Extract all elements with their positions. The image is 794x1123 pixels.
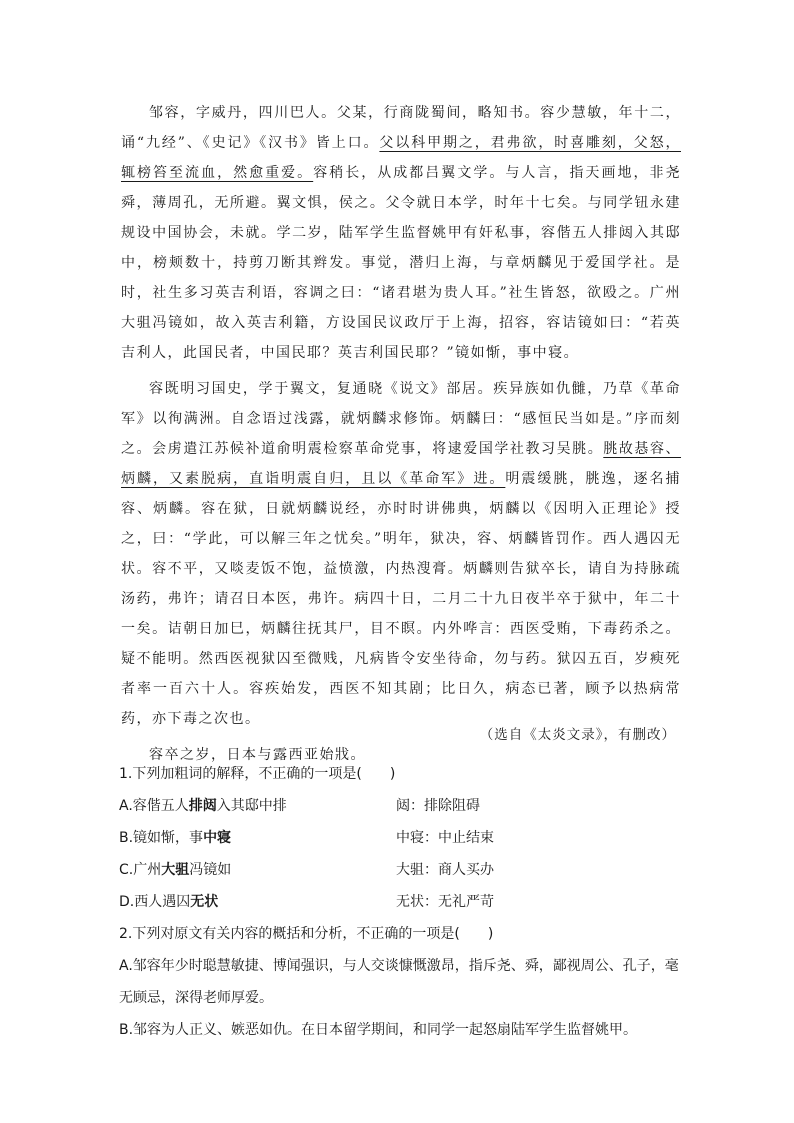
question-1-stem: 1.下列加粗词的解释，不正确的一项是( ) [119, 766, 396, 782]
option-bold-word: 无状 [190, 894, 219, 910]
passage-text: 容稍长，从成都吕翼文学。与人言，指天画地，非尧舜，薄周孔，无所避。翼文惧，侯之。父令就日本学，时年十七矣。与同学钮永建规设中国协会，未就。学二岁，陆军学生监督姚甲有奸私事，容偕五人排闼入其邸中，榜颊数十，持剪刀断其辫发。事觉，潜归上海，与章炳麟见于爱国学社。是时，社生多习英吉利语，容调之曰：“诸君堪为贵人耳。”社生皆怒，欲殴之。广州大驵冯镜如，故入英吉利籍，方设国民议政厅于上海，招容，容诘镜如曰：“若英吉利人，此国民者，中国民耶？英吉利国民耶？”镜如惭，事中寝。 [121, 165, 682, 361]
passage-paragraph-3: 容卒之岁，日本与露西亚始戕。 [149, 747, 366, 763]
option-text: 冯镜如 [189, 862, 232, 878]
option-gloss: 无状：无礼严苛 [396, 894, 494, 910]
option-text: B.镜如惭，事 [119, 830, 204, 846]
option-text: C.广州 [119, 862, 162, 878]
underlined-sentence-2: 朓故惎容、炳麟，又素脱病，直诣明震自归，且以《革命军》进。 [121, 441, 682, 487]
option-bold-word: 排闼 [188, 798, 217, 814]
passage [121, 98, 681, 770]
underlined-sentence-1: 父以科甲期之，君弗欲，时喜雕刻，父怒，辄榜笞至流血，然愈重爱。 [121, 135, 681, 181]
question-1-option-c [119, 854, 689, 886]
source-citation: （选自《太炎文录》，有删改） [479, 727, 676, 743]
passage-text: 明震缓朓，朓逸，逐名捕容、炳麟。容在狱，日就炳麟说经，亦时时讲佛典，炳麟以《因明入正理论》授之，曰：“学此，可以解三年之忧矣。”明年，狱决，容、炳麟皆罚作。西人遇囚无状。容不平，又啖麦饭不饱，益愤激，内热溲膏。炳麟则告狱卒长，请自为持脉疏汤药，弗许；请召日本医，弗许。病四十日，二月二十九日夜半卒于狱中，年二十一矣。诘朝日加巳，炳麟往抚其尸，目不瞑。内外哗言：西医受贿，下毒药杀之。疑不能明。然西医视狱囚至微贱，凡病皆令安坐待命，勿与药。狱囚五百，岁瘐死者率一百六十人。容疾始发，西医不知其剧；比日久，病态已著，顾予以热病常药，亦下毒之次也。 [121, 471, 682, 727]
option-text: A.容偕五人 [119, 798, 189, 814]
option-bold-word: 大驵 [161, 862, 190, 878]
option-text: 入其邸中排 [216, 798, 287, 814]
option-gloss: 大驵：商人买办 [396, 862, 494, 878]
passage-paragraph-1 [121, 98, 681, 368]
passage-text: 邹容，字威丹，四川巴人。父某，行商陇蜀间，略知书。容少慧敏，年十二，诵“九经”、《史记》《汉书》皆上口。 [121, 105, 681, 151]
option-gloss: 闼：排除阻碍 [396, 798, 480, 814]
question-2-option-b: B.邹容为人正义、嫉恶如仇。在日本留学期间，和同学一起怒扇陆军学生监督姚甲。 [119, 1022, 638, 1038]
question-1-option-a [119, 790, 689, 822]
questions [119, 758, 689, 1046]
passage-paragraph-2 [121, 374, 681, 734]
passage-text: 容既明习国史，学于翼文，复通晓《说文》部居。疾异族如仇雠，乃草《革命军》以徇满洲。自念语过浅露，就炳麟求修饰。炳麟曰：“感恒民当如是。”序而刻之。会虏遣江苏候补道俞明震检察革命党事，将逮爱国学社教习吴朓。 [121, 381, 681, 457]
question-2-stem: 2.下列对原文有关内容的概括和分析，不正确的一项是( ) [119, 926, 494, 942]
question-2-option-a: A.邹容年少时聪慧敏捷、博闻强识，与人交谈慷慨激昂，指斥尧、舜，鄙视周公、孔子，毫 [119, 958, 679, 974]
option-text: D.西人遇囚 [119, 894, 191, 910]
question-1-option-d [119, 886, 689, 918]
question-2-option-a-continued: 无顾忌，深得老师厚爱。 [119, 990, 273, 1006]
question-1-option-b [119, 822, 689, 854]
option-gloss: 中寝：中止结束 [396, 830, 494, 846]
option-bold-word: 中寝 [203, 830, 232, 846]
